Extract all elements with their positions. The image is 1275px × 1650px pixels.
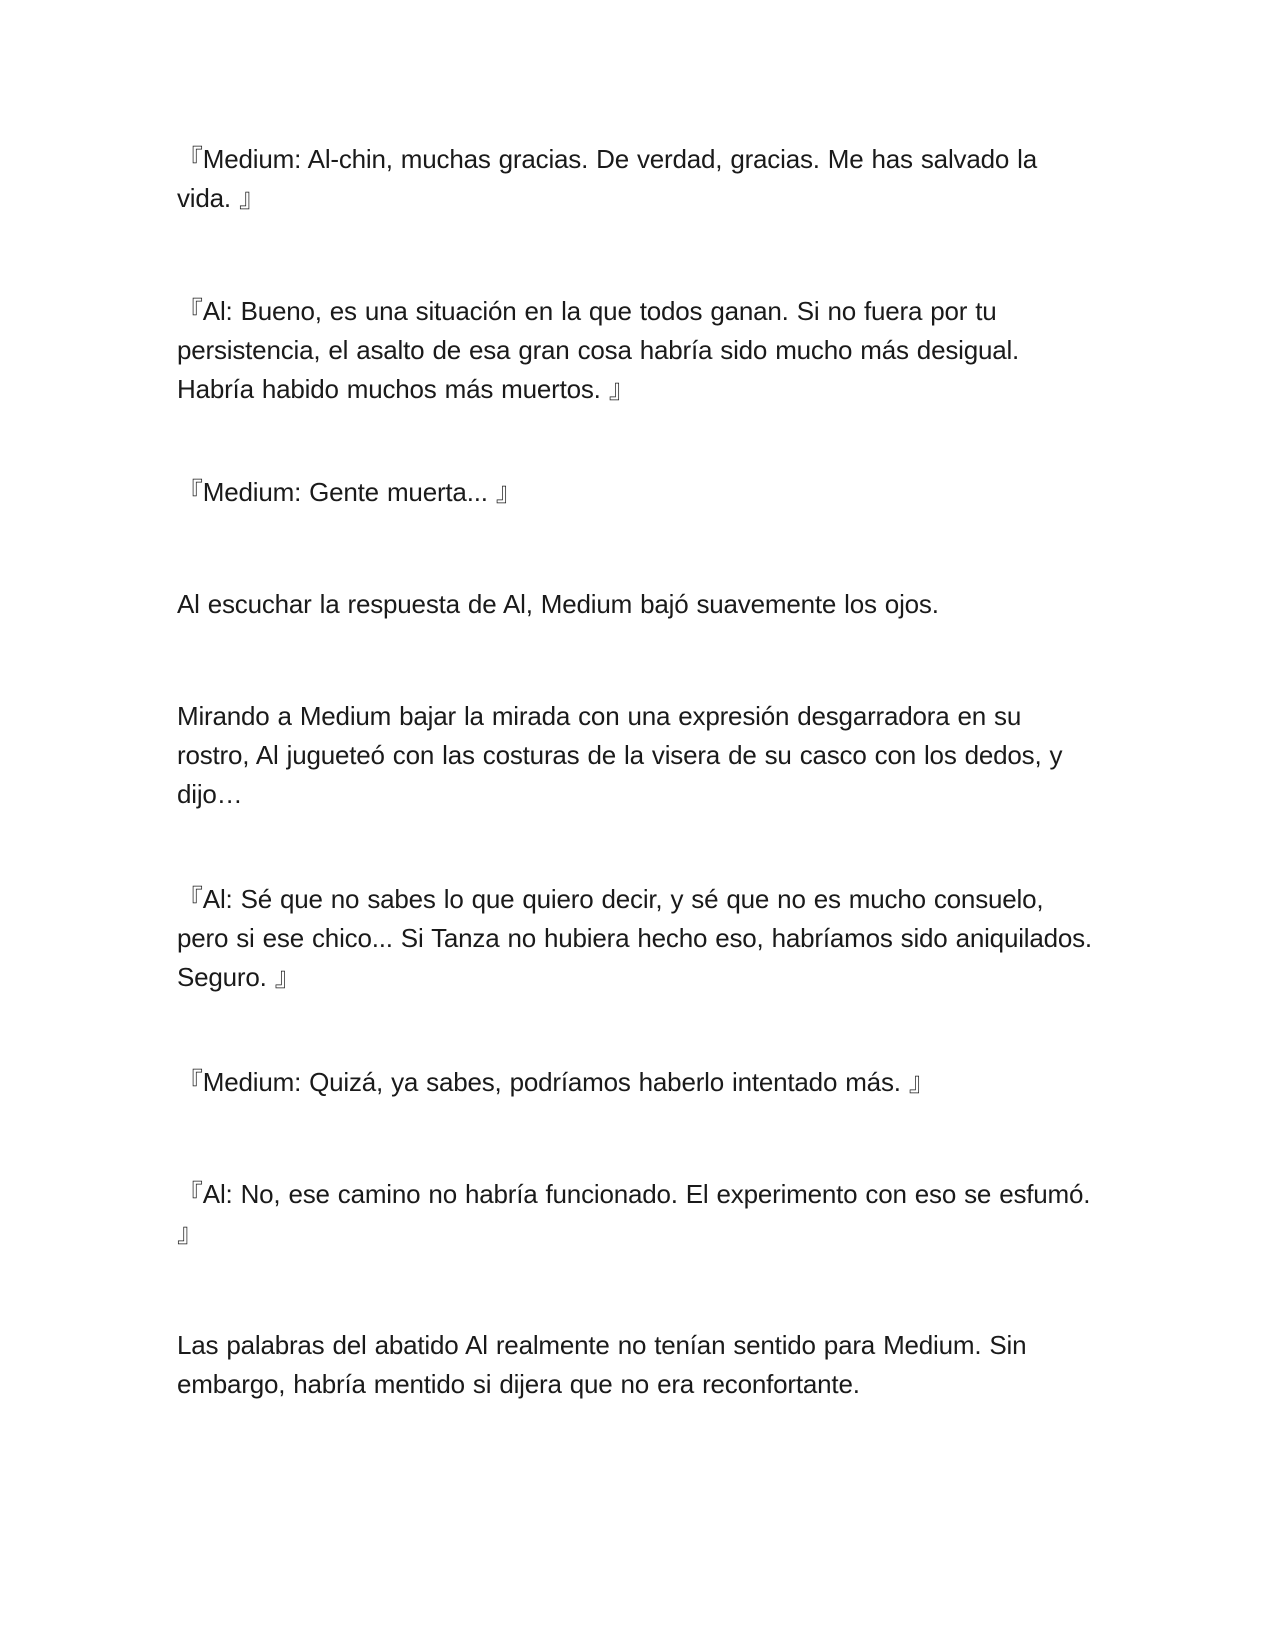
paragraph-4: Al escuchar la respuesta de Al, Medium bajó suavemente los ojos.	[177, 589, 939, 619]
paragraph-7: 『Medium: Quizá, ya sabes, podríamos haberlo intentado más. 』	[177, 1067, 935, 1097]
paragraph-9: Las palabras del abatido Al realmente no tenían sentido para Medium. Sin embargo, habría mentido si dijera que no era reconfortante.	[177, 1330, 1027, 1399]
paragraph-8: 『Al: No, ese camino no habría funcionado. El experimento con eso se esfumó. 』	[177, 1179, 1091, 1248]
paragraph-5: Mirando a Medium bajar la mirada con una expresión desgarradora en su rostro, Al jugueteó con las costuras de la visera de su casco con los dedos, y dijo…	[177, 701, 1063, 809]
paragraph-3: 『Medium: Gente muerta... 』	[177, 477, 522, 507]
paragraph-1: 『Medium: Al-chin, muchas gracias. De verdad, gracias. Me has salvado la vida. 』	[177, 144, 1037, 213]
paragraph-2: 『Al: Bueno, es una situación en la que todos ganan. Si no fuera por tu persistencia, el asalto de esa gran cosa habría sido mucho más desigual. Habría habido muchos más muertos. 』	[177, 296, 1020, 404]
paragraph-6: 『Al: Sé que no sabes lo que quiero decir, y sé que no es mucho consuelo, pero si ese chico... Si Tanza no hubiera hecho eso, habríamos sido aniquilados. Seguro. 』	[177, 884, 1092, 992]
